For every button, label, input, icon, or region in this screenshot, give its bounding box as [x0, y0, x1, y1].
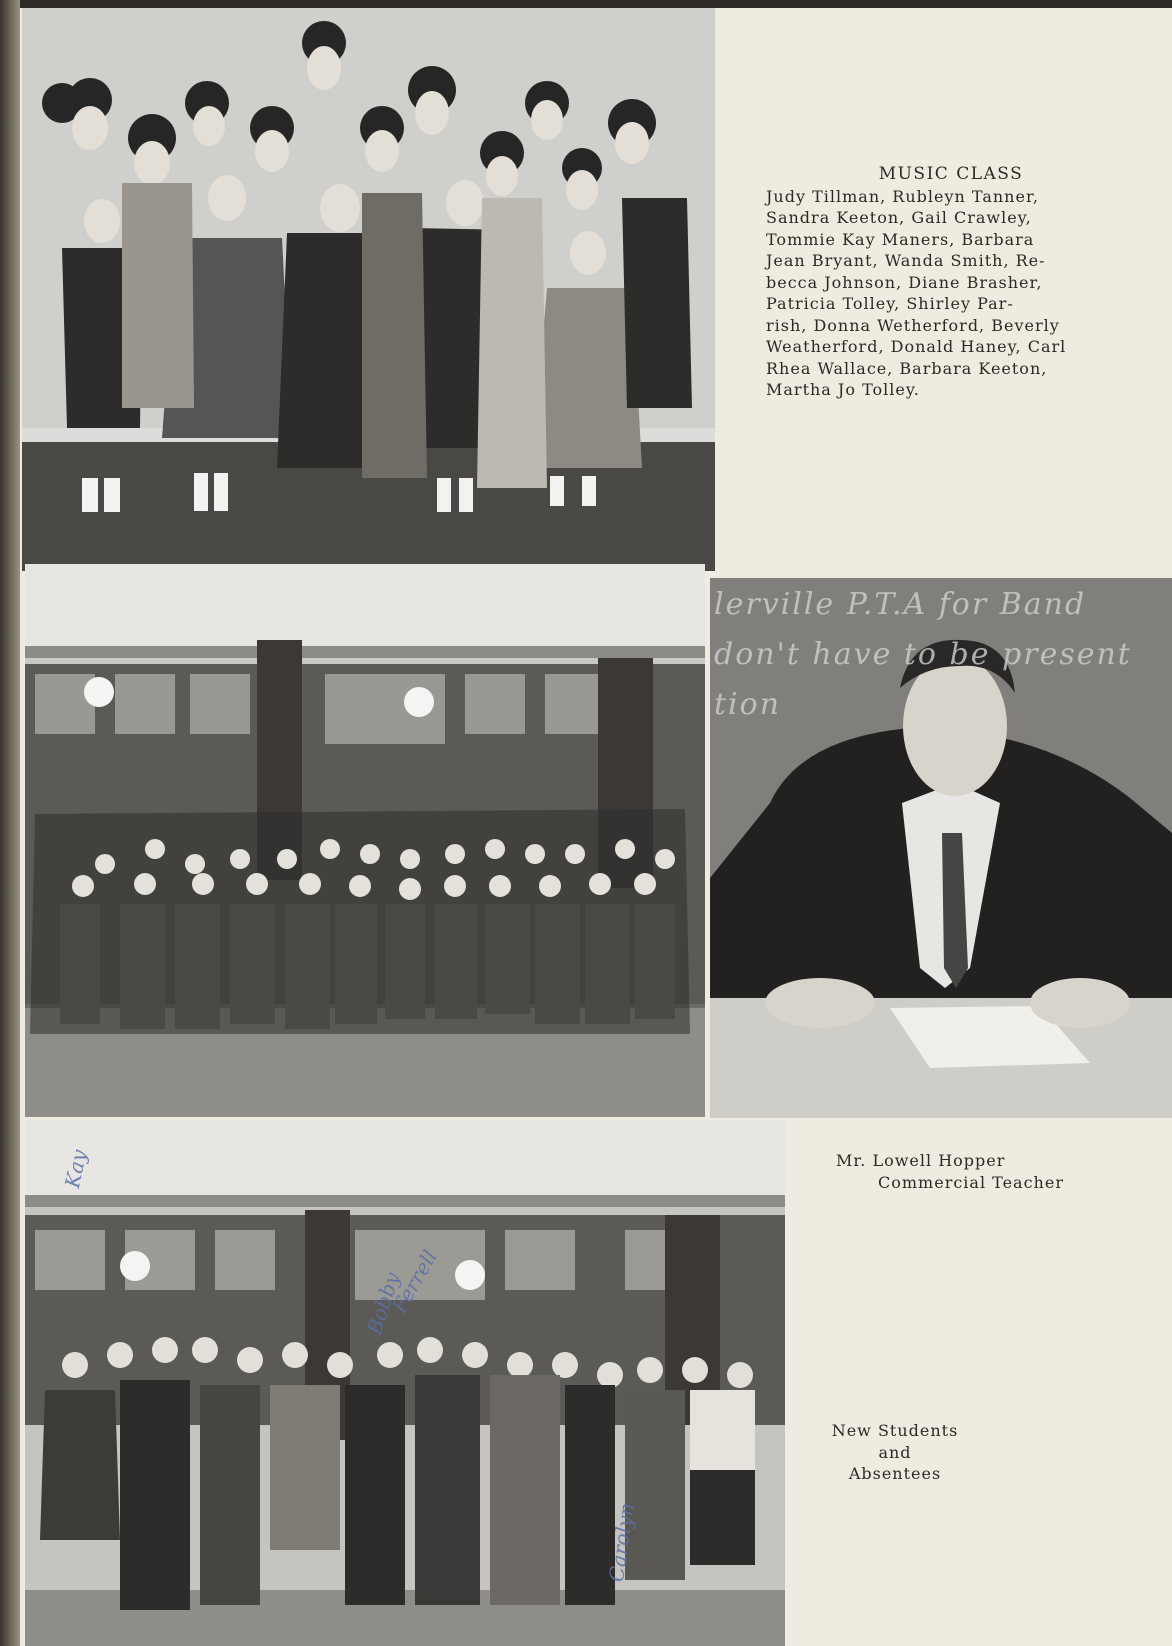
teacher-portrait-photo: [710, 578, 1172, 1118]
caption-line: Tommie Kay Maners, Barbara: [766, 229, 1035, 249]
caption-line: Sandra Keeton, Gail Crawley,: [766, 208, 1032, 227]
teacher-caption: [820, 1150, 1120, 1193]
caption-line: Judy Tillman, Rubleyn Tanner,: [766, 186, 1039, 206]
chalkboard-line: lerville P.T.A for Band: [714, 587, 1087, 622]
new-students-caption: [815, 1420, 975, 1485]
new-students-group-photo: [25, 1120, 785, 1646]
caption-line: Patricia Tolley, Shirley Par-: [766, 294, 1014, 313]
caption-line: rish, Donna Wetherford, Beverly: [766, 315, 1060, 335]
caption-line: Martha Jo Tolley.: [766, 380, 920, 399]
signature-bobby: Bobby: [362, 1269, 405, 1338]
caption-line: becca Johnson, Diane Brasher,: [766, 272, 1043, 292]
teacher-role: Commercial Teacher: [878, 1172, 1064, 1192]
caption-line: New Students: [831, 1421, 959, 1440]
caption-line: Rhea Wallace, Barbara Keeton,: [766, 358, 1048, 378]
teacher-name: Mr. Lowell Hopper: [836, 1151, 1006, 1170]
book-spine-shadow: [0, 0, 20, 1646]
signature-kay: Kay: [60, 1147, 92, 1190]
school-front-group-photo: [25, 564, 705, 1117]
music-class-title: MUSIC CLASS: [878, 164, 1024, 184]
signature-carolyn: Carolyn: [604, 1501, 639, 1584]
caption-line: Absentees: [848, 1464, 942, 1483]
signature-ferrell: Ferrell: [387, 1245, 442, 1317]
caption-line: Weatherford, Donald Haney, Carl: [766, 337, 1067, 356]
chalkboard-line: tion: [714, 687, 782, 722]
chalkboard-line: don't have to be present: [714, 637, 1132, 672]
page-top-edge: [0, 0, 1172, 8]
music-class-photo: [22, 8, 715, 571]
music-class-caption: [766, 164, 1136, 401]
caption-line: Jean Bryant, Wanda Smith, Re-: [766, 251, 1046, 270]
caption-line: and: [878, 1442, 912, 1462]
chalkboard-writing: [714, 580, 1132, 730]
